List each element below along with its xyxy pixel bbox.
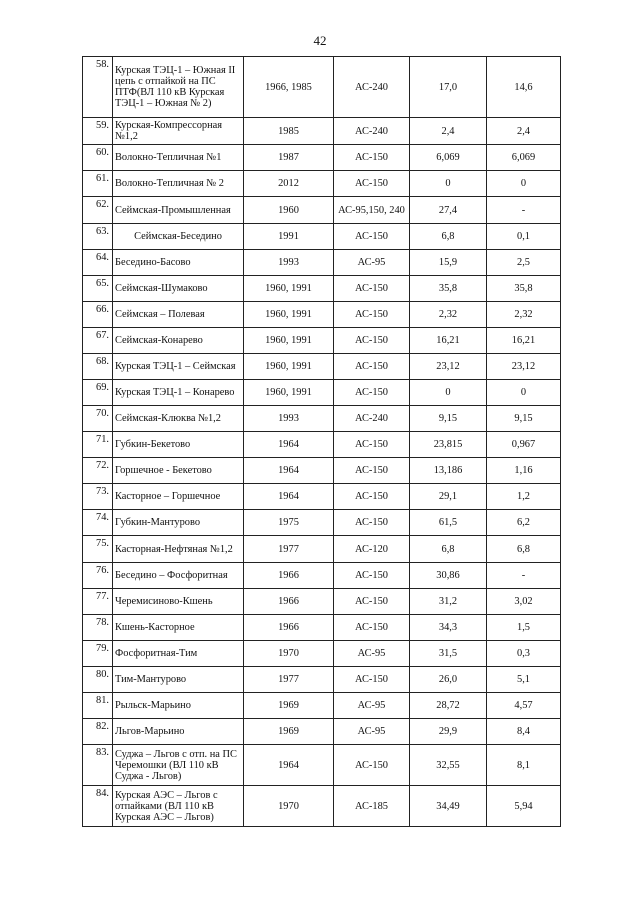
line-name: Черемисиново-Кшень xyxy=(113,589,244,615)
line-name: Горшечное - Бекетово xyxy=(113,458,244,484)
commissioning-year: 1960 xyxy=(244,197,334,224)
row-number: 72. xyxy=(83,458,113,484)
total-length: 35,8 xyxy=(410,276,487,302)
line-name: Сеймская – Полевая xyxy=(113,302,244,328)
wire-type: АС-240 xyxy=(334,406,410,432)
wire-type: АС-150 xyxy=(334,615,410,641)
total-length: 6,8 xyxy=(410,224,487,250)
commissioning-year: 1960, 1991 xyxy=(244,354,334,380)
length-on-territory: 8,1 xyxy=(487,745,561,786)
total-length: 2,4 xyxy=(410,118,487,145)
table-row xyxy=(83,563,561,589)
table-row xyxy=(83,458,561,484)
row-number: 70. xyxy=(83,406,113,432)
table-row xyxy=(83,276,561,302)
row-number: 74. xyxy=(83,510,113,536)
commissioning-year: 1960, 1991 xyxy=(244,276,334,302)
total-length: 34,49 xyxy=(410,786,487,827)
commissioning-year: 1960, 1991 xyxy=(244,328,334,354)
wire-type: АС-150 xyxy=(334,380,410,406)
total-length: 15,9 xyxy=(410,250,487,276)
table-row xyxy=(83,745,561,786)
line-name: Курская АЭС – Льгов с отпайками (ВЛ 110 кВ Курская АЭС – Льгов) xyxy=(113,786,244,827)
row-number: 77. xyxy=(83,589,113,615)
table-row xyxy=(83,118,561,145)
commissioning-year: 1975 xyxy=(244,510,334,536)
row-number: 69. xyxy=(83,380,113,406)
row-number: 60. xyxy=(83,145,113,171)
total-length: 2,32 xyxy=(410,302,487,328)
total-length: 0 xyxy=(410,380,487,406)
line-name: Курская ТЭЦ-1 – Конарево xyxy=(113,380,244,406)
total-length: 6,8 xyxy=(410,536,487,563)
line-name: Беседино – Фосфоритная xyxy=(113,563,244,589)
wire-type: АС-95 xyxy=(334,641,410,667)
length-on-territory: 4,57 xyxy=(487,693,561,719)
total-length: 29,1 xyxy=(410,484,487,510)
wire-type: АС-150 xyxy=(334,589,410,615)
line-name: Сеймская-Промышленная xyxy=(113,197,244,224)
table-row xyxy=(83,536,561,563)
power-lines-table xyxy=(82,56,561,827)
table-row xyxy=(83,667,561,693)
length-on-territory: 16,21 xyxy=(487,328,561,354)
line-name: Курская ТЭЦ-1 – Сеймская xyxy=(113,354,244,380)
line-name: Касторная-Нефтяная №1,2 xyxy=(113,536,244,563)
wire-type: АС-95 xyxy=(334,693,410,719)
row-number: 80. xyxy=(83,667,113,693)
commissioning-year: 1966 xyxy=(244,589,334,615)
table-row xyxy=(83,224,561,250)
wire-type: АС-150 xyxy=(334,510,410,536)
table-body xyxy=(83,57,561,827)
table-row xyxy=(83,432,561,458)
total-length: 61,5 xyxy=(410,510,487,536)
length-on-territory: 0,1 xyxy=(487,224,561,250)
line-name: Тим-Мантурово xyxy=(113,667,244,693)
commissioning-year: 1969 xyxy=(244,719,334,745)
commissioning-year: 1966 xyxy=(244,615,334,641)
row-number: 73. xyxy=(83,484,113,510)
wire-type: АС-95,150, 240 xyxy=(334,197,410,224)
line-name: Сеймская-Конарево xyxy=(113,328,244,354)
table-row xyxy=(83,615,561,641)
commissioning-year: 1977 xyxy=(244,667,334,693)
total-length: 0 xyxy=(410,171,487,197)
row-number: 68. xyxy=(83,354,113,380)
length-on-territory: 0 xyxy=(487,171,561,197)
row-number: 75. xyxy=(83,536,113,563)
row-number: 84. xyxy=(83,786,113,827)
table-row xyxy=(83,719,561,745)
total-length: 29,9 xyxy=(410,719,487,745)
wire-type: АС-150 xyxy=(334,484,410,510)
commissioning-year: 1966, 1985 xyxy=(244,57,334,118)
line-name: Губкин-Мантурово xyxy=(113,510,244,536)
length-on-territory: 1,5 xyxy=(487,615,561,641)
commissioning-year: 1960, 1991 xyxy=(244,302,334,328)
table-row xyxy=(83,302,561,328)
wire-type: АС-150 xyxy=(334,563,410,589)
length-on-territory: - xyxy=(487,563,561,589)
commissioning-year: 1966 xyxy=(244,563,334,589)
line-name: Волокно-Тепличная №1 xyxy=(113,145,244,171)
table-row xyxy=(83,57,561,118)
line-name: Сеймская-Клюква №1,2 xyxy=(113,406,244,432)
row-number: 79. xyxy=(83,641,113,667)
table-row xyxy=(83,328,561,354)
total-length: 26,0 xyxy=(410,667,487,693)
length-on-territory: 2,5 xyxy=(487,250,561,276)
row-number: 66. xyxy=(83,302,113,328)
table-row xyxy=(83,510,561,536)
length-on-territory: 0,967 xyxy=(487,432,561,458)
row-number: 82. xyxy=(83,719,113,745)
line-name: Волокно-Тепличная № 2 xyxy=(113,171,244,197)
table-row xyxy=(83,145,561,171)
table-row xyxy=(83,197,561,224)
total-length: 30,86 xyxy=(410,563,487,589)
row-number: 64. xyxy=(83,250,113,276)
row-number: 58. xyxy=(83,57,113,118)
total-length: 17,0 xyxy=(410,57,487,118)
commissioning-year: 1964 xyxy=(244,484,334,510)
line-name: Льгов-Марьино xyxy=(113,719,244,745)
table-row xyxy=(83,354,561,380)
total-length: 13,186 xyxy=(410,458,487,484)
line-name: Губкин-Бекетово xyxy=(113,432,244,458)
line-name: Кшень-Касторное xyxy=(113,615,244,641)
length-on-territory: 8,4 xyxy=(487,719,561,745)
wire-type: АС-240 xyxy=(334,118,410,145)
commissioning-year: 1987 xyxy=(244,145,334,171)
line-name: Курская-Компрессорная №1,2 xyxy=(113,118,244,145)
total-length: 32,55 xyxy=(410,745,487,786)
line-name: Рыльск-Марьино xyxy=(113,693,244,719)
length-on-territory: 6,8 xyxy=(487,536,561,563)
wire-type: АС-95 xyxy=(334,719,410,745)
line-name: Суджа – Льгов с отп. на ПС Черемошки (ВЛ 110 кВ Суджа - Льгов) xyxy=(113,745,244,786)
wire-type: АС-95 xyxy=(334,250,410,276)
line-name: Беседино-Басово xyxy=(113,250,244,276)
wire-type: АС-150 xyxy=(334,276,410,302)
commissioning-year: 1970 xyxy=(244,641,334,667)
row-number: 61. xyxy=(83,171,113,197)
line-name: Курская ТЭЦ-1 – Южная II цепь с отпайкой на ПС ПТФ(ВЛ 110 кВ Курская ТЭЦ-1 – Южная № 2) xyxy=(113,57,244,118)
row-number: 62. xyxy=(83,197,113,224)
row-number: 71. xyxy=(83,432,113,458)
wire-type: АС-150 xyxy=(334,745,410,786)
length-on-territory: 5,1 xyxy=(487,667,561,693)
total-length: 9,15 xyxy=(410,406,487,432)
length-on-territory: 1,16 xyxy=(487,458,561,484)
total-length: 31,5 xyxy=(410,641,487,667)
total-length: 31,2 xyxy=(410,589,487,615)
commissioning-year: 1964 xyxy=(244,432,334,458)
wire-type: АС-150 xyxy=(334,432,410,458)
length-on-territory: 6,069 xyxy=(487,145,561,171)
row-number: 81. xyxy=(83,693,113,719)
row-number: 76. xyxy=(83,563,113,589)
wire-type: АС-150 xyxy=(334,458,410,484)
row-number: 59. xyxy=(83,118,113,145)
commissioning-year: 1977 xyxy=(244,536,334,563)
page-number: 42 xyxy=(313,33,327,48)
commissioning-year: 1985 xyxy=(244,118,334,145)
total-length: 28,72 xyxy=(410,693,487,719)
commissioning-year: 1964 xyxy=(244,745,334,786)
total-length: 27,4 xyxy=(410,197,487,224)
length-on-territory: 14,6 xyxy=(487,57,561,118)
length-on-territory: 3,02 xyxy=(487,589,561,615)
length-on-territory: 9,15 xyxy=(487,406,561,432)
commissioning-year: 1960, 1991 xyxy=(244,380,334,406)
total-length: 23,815 xyxy=(410,432,487,458)
row-number: 65. xyxy=(83,276,113,302)
wire-type: АС-240 xyxy=(334,57,410,118)
commissioning-year: 1969 xyxy=(244,693,334,719)
table-row xyxy=(83,641,561,667)
line-name: Сеймская-Беседино xyxy=(113,224,244,250)
commissioning-year: 1993 xyxy=(244,250,334,276)
wire-type: АС-150 xyxy=(334,171,410,197)
table-row xyxy=(83,589,561,615)
commissioning-year: 1964 xyxy=(244,458,334,484)
length-on-territory: 6,2 xyxy=(487,510,561,536)
commissioning-year: 2012 xyxy=(244,171,334,197)
commissioning-year: 1970 xyxy=(244,786,334,827)
wire-type: АС-120 xyxy=(334,536,410,563)
length-on-territory: 1,2 xyxy=(487,484,561,510)
table-row xyxy=(83,786,561,827)
row-number: 78. xyxy=(83,615,113,641)
table-row xyxy=(83,380,561,406)
line-name: Фосфоритная-Тим xyxy=(113,641,244,667)
length-on-territory: - xyxy=(487,197,561,224)
line-name: Сеймская-Шумаково xyxy=(113,276,244,302)
length-on-territory: 2,4 xyxy=(487,118,561,145)
table-row xyxy=(83,171,561,197)
length-on-territory: 23,12 xyxy=(487,354,561,380)
table-row xyxy=(83,693,561,719)
row-number: 63. xyxy=(83,224,113,250)
wire-type: АС-185 xyxy=(334,786,410,827)
length-on-territory: 0 xyxy=(487,380,561,406)
total-length: 16,21 xyxy=(410,328,487,354)
length-on-territory: 2,32 xyxy=(487,302,561,328)
table-row xyxy=(83,406,561,432)
commissioning-year: 1993 xyxy=(244,406,334,432)
line-name: Касторное – Горшечное xyxy=(113,484,244,510)
commissioning-year: 1991 xyxy=(244,224,334,250)
row-number: 83. xyxy=(83,745,113,786)
total-length: 34,3 xyxy=(410,615,487,641)
wire-type: АС-150 xyxy=(334,145,410,171)
table-row xyxy=(83,484,561,510)
total-length: 6,069 xyxy=(410,145,487,171)
row-number: 67. xyxy=(83,328,113,354)
wire-type: АС-150 xyxy=(334,302,410,328)
length-on-territory: 35,8 xyxy=(487,276,561,302)
wire-type: АС-150 xyxy=(334,328,410,354)
total-length: 23,12 xyxy=(410,354,487,380)
length-on-territory: 0,3 xyxy=(487,641,561,667)
wire-type: АС-150 xyxy=(334,354,410,380)
table-row xyxy=(83,250,561,276)
wire-type: АС-150 xyxy=(334,224,410,250)
wire-type: АС-150 xyxy=(334,667,410,693)
length-on-territory: 5,94 xyxy=(487,786,561,827)
